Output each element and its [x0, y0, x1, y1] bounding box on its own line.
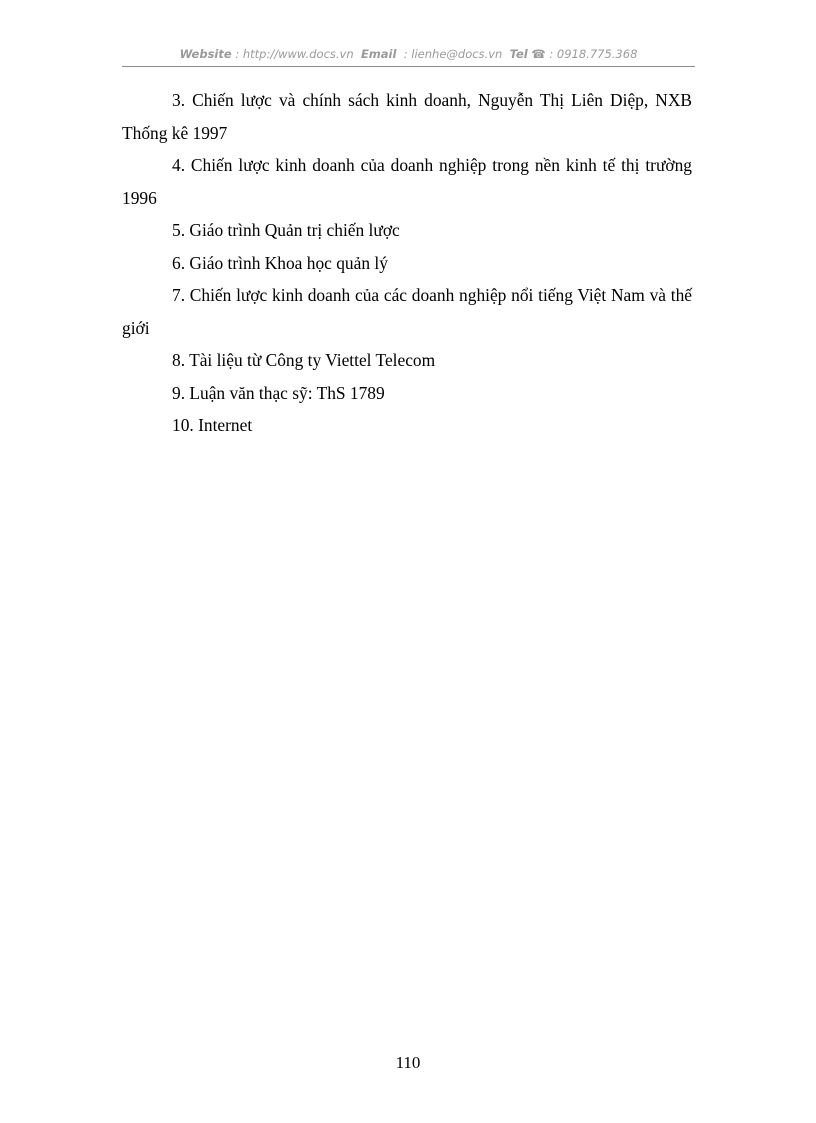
phone-icon: ☎ [531, 47, 546, 61]
tel-value: : 0918.775.368 [549, 47, 638, 61]
website-label: Website [179, 47, 232, 61]
reference-item: 9. Luận văn thạc sỹ: ThS 1789 [172, 382, 385, 403]
page-number: 110 [395, 1053, 421, 1072]
email-label: Email [360, 47, 397, 61]
tel-label: Tel [509, 47, 528, 61]
reference-item: 6. Giáo trình Khoa học quản lý [172, 252, 388, 273]
reference-list [122, 84, 692, 442]
page-header [122, 47, 695, 61]
email-value: : lienhe@docs.vn [403, 47, 503, 61]
reference-item: 8. Tài liệu từ Công ty Viettel Telecom [172, 350, 436, 370]
reference-item: 7. Chiến lược kinh doanh của các doanh nghiệp nổi tiếng Việt Nam và thế giới [122, 285, 692, 338]
reference-item: 10. Internet [172, 415, 253, 435]
reference-item: 4. Chiến lược kinh doanh của doanh nghiệp trong nền kinh tế thị trường 1996 [122, 155, 692, 208]
reference-item: 5. Giáo trình Quản trị chiến lược [172, 220, 400, 240]
header-divider [122, 66, 695, 67]
reference-item: 3. Chiến lược và chính sách kinh doanh, Nguyễn Thị Liên Diệp, NXB Thống kê 1997 [122, 90, 692, 143]
website-value: : http://www.docs.vn [235, 47, 354, 61]
